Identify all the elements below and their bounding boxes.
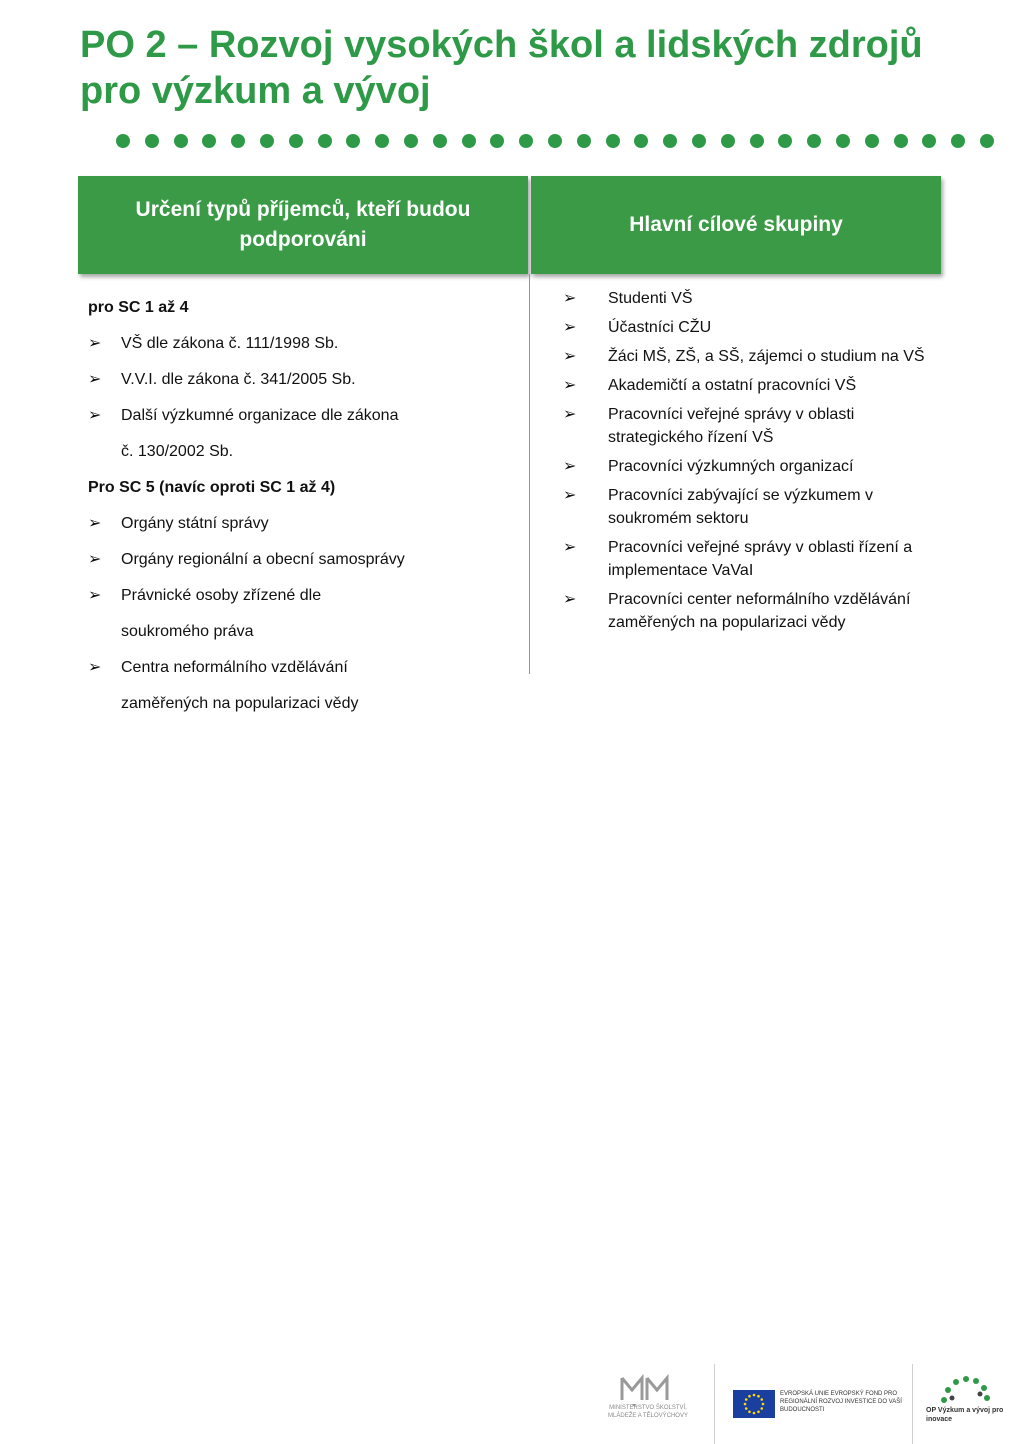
list-item-text: Pracovníci center neformálního vzdělávání zaměřených na popularizaci vědy [608, 591, 911, 631]
footer-divider [714, 1364, 715, 1444]
eu-caption: EVROPSKÁ UNIE EVROPSKÝ FOND PRO REGIONÁLNÍ ROZVOJ INVESTICE DO VAŠÍ BUDOUCNOSTI [780, 1391, 902, 1413]
list-item-text: Účastníci CŽU [608, 319, 712, 336]
arrow-bullet-icon: ➢ [88, 515, 102, 532]
list-item-text: soukromého práva [121, 623, 254, 640]
arrow-bullet-icon: ➢ [563, 539, 577, 556]
eu-star [760, 1398, 763, 1401]
arrow-bullet-icon: ➢ [563, 487, 577, 504]
arrow-bullet-icon: ➢ [88, 335, 102, 352]
decorative-dot [634, 134, 648, 148]
list-item-text: Pracovníci veřejné správy v oblasti strategického řízení VŠ [608, 406, 855, 446]
list-item-text: Pracovníci výzkumných organizací [608, 458, 854, 475]
decorative-dot [922, 134, 936, 148]
list-item [563, 588, 943, 634]
decorative-dot [404, 134, 418, 148]
arrow-bullet-icon: ➢ [563, 348, 577, 365]
arrow-bullet-icon: ➢ [563, 591, 577, 608]
decorative-dot [548, 134, 562, 148]
decorative-dot [116, 134, 130, 148]
column-divider [529, 274, 530, 674]
eu-star [757, 1410, 760, 1413]
op-vavpi-logo [930, 1368, 1000, 1438]
list-item [88, 368, 518, 404]
target-groups-list [563, 287, 943, 640]
list-item [88, 620, 518, 656]
decorative-dot [577, 134, 591, 148]
eu-star [748, 1395, 751, 1398]
recipients-list [88, 296, 518, 728]
arrow-bullet-icon: ➢ [563, 406, 577, 423]
list-item [88, 332, 518, 368]
list-item [563, 316, 943, 339]
decorative-dot [894, 134, 908, 148]
list-item [563, 484, 943, 530]
eu-star [748, 1410, 751, 1413]
decorative-dot [951, 134, 965, 148]
decorative-dot [778, 134, 792, 148]
arrow-bullet-icon: ➢ [88, 659, 102, 676]
eu-star [753, 1394, 756, 1397]
arrow-bullet-icon: ➢ [563, 377, 577, 394]
decorative-dot [145, 134, 159, 148]
eu-star [745, 1398, 748, 1401]
list-item [563, 536, 943, 582]
decorative-dot [980, 134, 994, 148]
decorative-dot [692, 134, 706, 148]
arrow-bullet-icon: ➢ [563, 319, 577, 336]
arrow-bullet-icon: ➢ [88, 587, 102, 604]
list-item [563, 403, 943, 449]
list-item-text: Právnické osoby zřízené dle [121, 587, 322, 604]
header-recipients-label: Určení typů příjemců, kteří budou podporováni [135, 198, 471, 251]
decorative-dot [519, 134, 533, 148]
decorative-dot [346, 134, 360, 148]
eu-star [744, 1403, 747, 1406]
decorative-dot [606, 134, 620, 148]
list-item-text: Orgány státní správy [121, 515, 269, 532]
decorative-dot [462, 134, 476, 148]
footer-logos [0, 680, 1024, 1423]
header-recipients [78, 176, 528, 274]
list-item-text: Akademičtí a ostatní pracovníci VŠ [608, 377, 857, 394]
list-item-text: Orgány regionální a obecní samosprávy [121, 551, 405, 568]
list-item [563, 455, 943, 478]
list-item [563, 374, 943, 397]
eu-star [757, 1395, 760, 1398]
arrow-bullet-icon: ➢ [563, 290, 577, 307]
list-item-text: Pracovníci zabývající se výzkumem v soukromém sektoru [608, 487, 873, 527]
list-item-text: Žáci MŠ, ZŠ, a SŠ, zájemci o studium na VŠ [608, 348, 925, 365]
list-item-text: Centra neformálního vzdělávání [121, 659, 348, 676]
list-heading [88, 296, 518, 332]
decorative-dot [750, 134, 764, 148]
arrow-bullet-icon: ➢ [88, 551, 102, 568]
list-item-text: pro SC 1 až 4 [88, 299, 189, 316]
list-item [88, 440, 518, 476]
op-caption: OP Výzkum a vývoj pro inovace [926, 1407, 1004, 1423]
list-item [88, 584, 518, 620]
decorative-dot [836, 134, 850, 148]
eu-star [760, 1407, 763, 1410]
eu-star [745, 1407, 748, 1410]
list-item-text: Pracovníci veřejné správy v oblasti řízení a implementace VaVaI [608, 539, 913, 579]
eu-star [762, 1403, 765, 1406]
decorative-dot [490, 134, 504, 148]
list-item-text: Studenti VŠ [608, 290, 693, 307]
decorative-dot [721, 134, 735, 148]
list-item-text: Další výzkumné organizace dle zákona [121, 407, 399, 424]
decorative-dot-row [116, 134, 1024, 154]
list-item [563, 345, 943, 368]
footer-divider [912, 1364, 913, 1444]
decorative-dot [663, 134, 677, 148]
decorative-dot [174, 134, 188, 148]
decorative-dot [231, 134, 245, 148]
list-item-text: VŠ dle zákona č. 111/1998 Sb. [121, 335, 339, 352]
list-item [88, 548, 518, 584]
list-item [563, 287, 943, 310]
slide-title: PO 2 – Rozvoj vysokých škol a lidských zdrojů pro výzkum a vývoj [80, 24, 923, 112]
msmt-caption: MINISTERSTVO ŠKOLSTVÍ, MLÁDEŽE A TĚLOVÝCHOVY [608, 1405, 688, 1419]
arrow-bullet-icon: ➢ [88, 371, 102, 388]
list-item-text: Pro SC 5 (navíc oproti SC 1 až 4) [88, 479, 336, 496]
decorative-dot [807, 134, 821, 148]
decorative-dot [865, 134, 879, 148]
header-target-groups-label: Hlavní cílové skupiny [629, 213, 843, 236]
decorative-dot [375, 134, 389, 148]
decorative-dot [433, 134, 447, 148]
header-target-groups [531, 176, 941, 274]
eu-flag-icon [733, 1390, 775, 1418]
list-item-text: č. 130/2002 Sb. [121, 443, 234, 460]
decorative-dot [318, 134, 332, 148]
list-item-text: zaměřených na popularizaci vědy [121, 695, 359, 712]
arrow-bullet-icon: ➢ [88, 407, 102, 424]
list-item [88, 404, 518, 440]
eu-star [753, 1412, 756, 1415]
list-heading [88, 476, 518, 512]
list-item [88, 512, 518, 548]
decorative-dot [260, 134, 274, 148]
decorative-dot [202, 134, 216, 148]
decorative-dot [289, 134, 303, 148]
list-item-text: V.V.I. dle zákona č. 341/2005 Sb. [121, 371, 356, 388]
arrow-bullet-icon: ➢ [563, 458, 577, 475]
